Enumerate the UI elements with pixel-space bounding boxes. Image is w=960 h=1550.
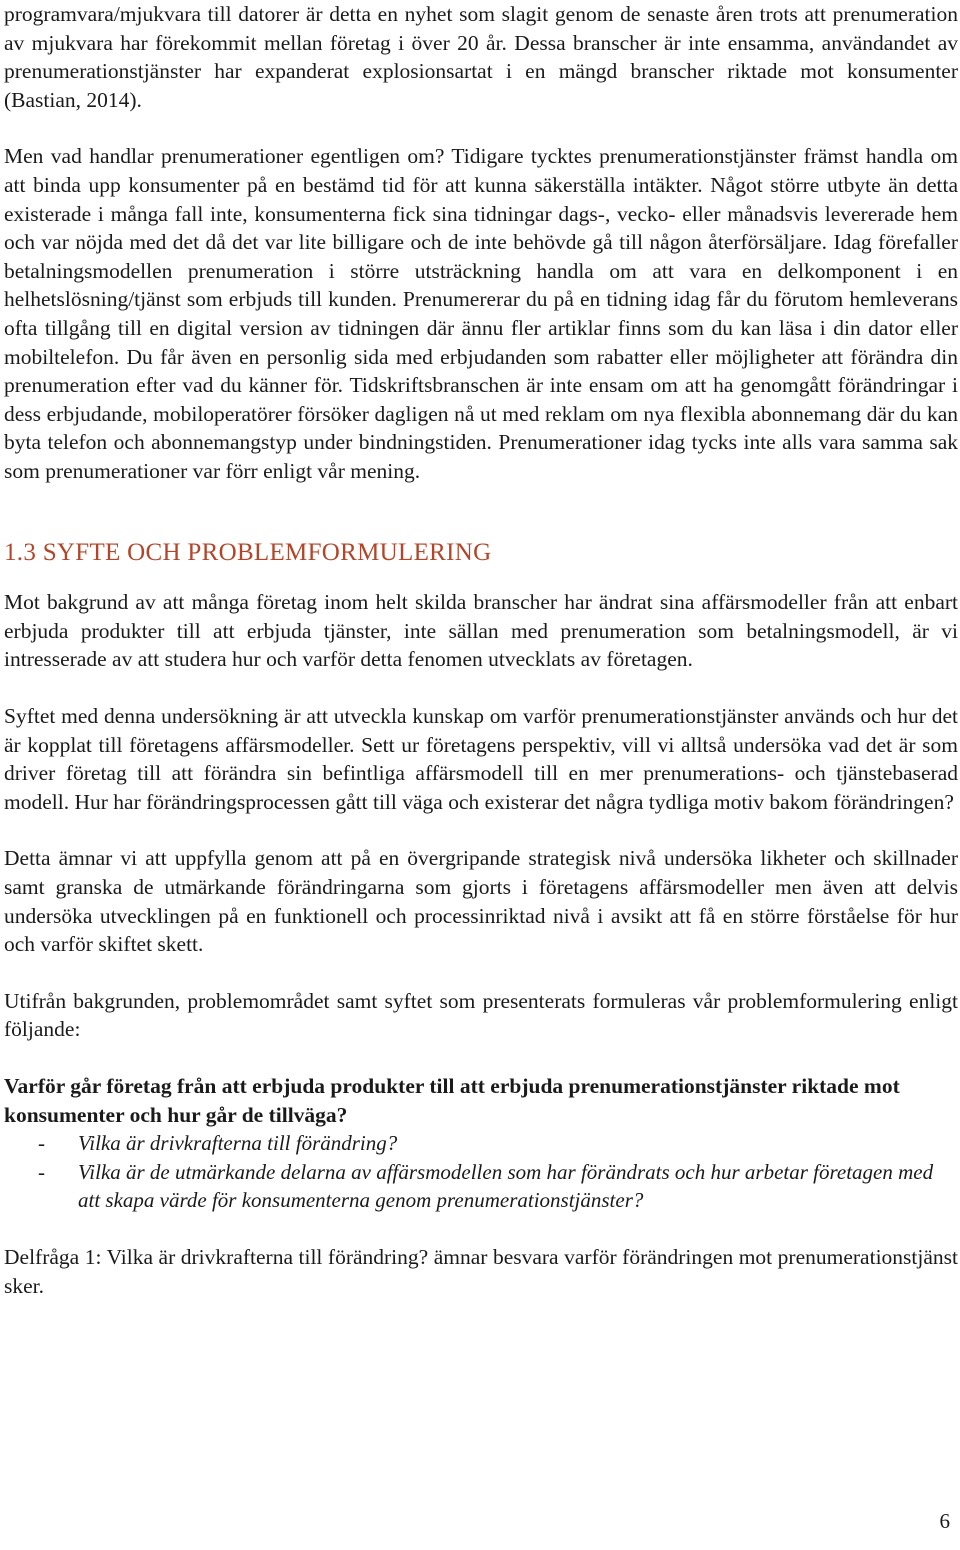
sub-question-item [4, 1158, 958, 1215]
list-dash: - [38, 1131, 45, 1156]
document-page [4, 0, 958, 1300]
sub-question-text: Vilka är de utmärkande delarna av affärsmodellen som har förändrats och hur arbetar företagen med att skapa värde för konsumenterna genom prenumerationstjänster? [78, 1159, 934, 1213]
paragraph-purpose: Syftet med denna undersökning är att utveckla kunskap om varför prenumerationstjänster används och hur det är kopplat till företagens affärsmodeller. Sett ur företagens perspektiv, vill vi alltså undersöka vad det är som driver företag till att förändra sin befintliga affärsmodell till en mer prenumerations- och tjänstebaserad modell. Hur har förändringsprocessen gått till väga och existerar det några tydliga motiv bakom förändringen? [4, 704, 958, 814]
page-number: 6 [939, 1509, 950, 1533]
paragraph-background: Mot bakgrund av att många företag inom helt skilda branscher har ändrat sina affärsmodeller från att enbart erbjuda produkter till att erbjuda tjänster, inte sällan med prenumeration som betalningsmodell, är vi intresserade av att studera hur och varför detta fenomen utvecklats av företagen. [4, 590, 958, 672]
sub-question-item [4, 1129, 958, 1158]
section-heading [4, 538, 958, 568]
paragraph-subquestion-one: Delfråga 1: Vilka är drivkrafterna till förändring? ämnar besvara varför förändringen mot prenumerationstjänst sker. [4, 1244, 958, 1298]
section-number: 1.3 [4, 538, 37, 566]
paragraph-problem-intro: Utifrån bakgrunden, problemområdet samt syftet som presenterats formuleras vår problemformulering enligt följande: [4, 988, 958, 1042]
research-question: Varför går företag från att erbjuda produkter till att erbjuda prenumerationstjänster riktade mot konsumenter och hur går de tillväga? [4, 1073, 900, 1127]
paragraph-subscriptions: Men vad handlar prenumerationer egentligen om? Tidigare tycktes prenumerationstjänster främst handla om att binda upp konsumenter på en bestämd tid för att kunna säkerställa intäkter. Något större utbyte än detta existerade i många fall inte, konsumenterna fick sina tidningar dags-, vecko- eller månadsvis levererade hem och var nöjda med det då det var lite billigare och de inte behövde gå till någon återförsäljare. Idag förefaller betalningsmodellen prenumeration i större utsträckning handla om att vara en delkomponent i en helhetslösning/tjänst som erbjuds till kunden. Prenumererar du på en tidning idag får du förutom hemleverans ofta tillgång till en digital version av tidningen där ännu fler artiklar finns som du kan läsa i din dator eller mobiltelefon. Du får även en personlig sida med erbjudanden som rabatter eller möjligheter att förändra din prenumeration efter vad du känner för. Tidskriftsbranschen är inte ensam om att ha genomgått förändringar i dess erbjudande, mobiloperatörer försöker dagligen nå ut med reklam om nya flexibla abonnemang där du kan byta telefon och abonnemangstyp under bindningstiden. Prenumerationer idag tycks inte alls vara samma sak som prenumerationer var förr enligt vår mening. [4, 144, 958, 483]
sub-question-list [4, 1129, 958, 1215]
list-dash: - [38, 1159, 45, 1184]
paragraph-method: Detta ämnar vi att uppfylla genom att på en övergripande strategisk nivå undersöka likheter och skillnader samt granska de utmärkande förändringarna som gjorts i företagens affärsmodeller men även att delvis undersöka utvecklingen på en funktionell och processinriktad nivå i avsikt att få en större förståelse för hur och varför skiftet skett. [4, 846, 958, 957]
section-title: SYFTE OCH PROBLEMFORMULERING [42, 538, 492, 566]
sub-question-text: Vilka är drivkrafterna till förändring? [78, 1131, 398, 1156]
paragraph-intro: programvara/mjukvara till datorer är detta en nyhet som slagit genom de senaste åren trots att prenumeration av mjukvara har förekommit mellan företag i över 20 år. Dessa branscher är inte ensamma, användandet av prenumerationstjänster har expanderat explosionsartat i en mängd branscher riktade mot konsumenter (Bastian, 2014). [4, 2, 958, 112]
